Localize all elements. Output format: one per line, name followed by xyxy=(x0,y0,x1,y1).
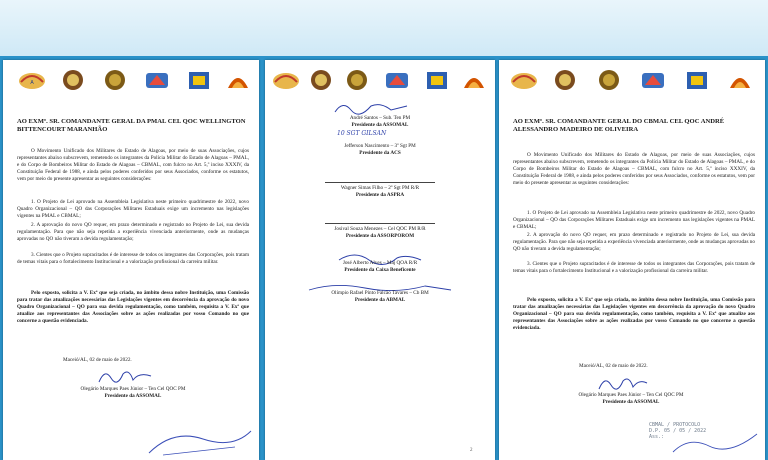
place-date: Maceió/AL, 02 de maio de 2022. xyxy=(579,363,648,369)
stamp-date: D.P. 05 / 05 / 2022 xyxy=(649,428,707,435)
assorporom-logo-icon xyxy=(143,68,171,92)
document-page-3 xyxy=(499,60,765,460)
aspra-logo-icon xyxy=(597,68,621,92)
signer-role: Presidente da ABMAL xyxy=(354,296,406,303)
item-1: 1. O Projeto de Lei aprovado na Assembleia Legislativa neste primeiro quadrimestre de 2022, novo Quadro Organizacional – QO das Corporações Militares Estaduais exige um incremento nas legislações vigentes na PMAL e CBMAL; xyxy=(513,210,755,231)
handwritten-name: 10 SGT GILSAN xyxy=(337,130,387,137)
caixa-beneficente-logo-icon xyxy=(185,68,213,92)
assomal-logo-icon xyxy=(271,68,301,92)
intro-paragraph: O Movimento Unificado dos Militares do Estado de Alagoas, por meio de suas Associações, cujos representantes abaixo subscrevem, remetendo os integrantes da Polícia Militar do Estado de Alagoas – PMAL, e do Corpo de Bombeiros Militar do Estado de Alagoas – CBMAL, com fulcro no Art. 5,º inciso XXXIV, da Constituição Federal de 1988, e ainda pelos poderes conferidos por seus Associados, conforme os estatutos, vem por meio do presente apresentar as seguintes considerações: xyxy=(513,152,755,187)
association-logos xyxy=(265,68,495,94)
page-heading: AO EXMº. SR. COMANDANTE GERAL DA PMAL CEL QOC WELLINGTON BITTENCOURT MARANHÃO xyxy=(17,118,246,133)
item-3: 3. Cientes que o Projeto supracitados é de interesse de todos os integrantes das Corporações, pois tratam de temas vitais para o fortalecimento Institucional e a valorização profissional da carreira militar. xyxy=(513,261,755,275)
intro-paragraph: O Movimento Unificado dos Militares do Estado de Alagoas, por meio de suas Associações, cujos representantes abaixo subscrevem, remetendo os integrantes da Polícia Militar do Estado de Alagoas – PMAL, e do Corpo de Bombeiros Militar do Estado de Alagoas – CBMAL, com fulcro no Art. 5,º inciso XXXIV, da Constituição Federal de 1988, e ainda pelos poderes conferidos por seus Associados, conforme os estatutos, vem por meio do presente apresentar as seguintes considerações: xyxy=(17,148,249,183)
caixa-beneficente-logo-icon xyxy=(683,68,711,92)
signer-block-3 xyxy=(285,185,475,198)
stamp-title: CBMAL / PROTOCOLO xyxy=(649,422,701,428)
signer-block-5 xyxy=(285,260,475,273)
acs-logo-icon xyxy=(61,68,85,92)
signer-name: Jefferson Nascimento – 3º Sgt PM xyxy=(344,143,416,149)
item-1: 1. O Projeto de Lei aprovado na Assembleia Legislativa neste primeiro quadrimestre de 2022, novo Quadro Organizacional – QO das Corporações Militares Estaduais exige um incremento nas legislações vigentes na PMAL e CBMAL; xyxy=(17,199,249,220)
item-2: 2. A aprovação do novo QO requer, em prazo determinado e registrado no Projeto de Lei, sua devida regulamentação. Para que não seja repetida a experiência vivenciada anteriormente, onde as mudanças aprovadas no QO não tiveram a devida regulamentação; xyxy=(17,222,249,243)
aspra-logo-icon xyxy=(345,68,369,92)
signer-block-4 xyxy=(285,226,475,239)
request-paragraph: Pelo exposto, solicita a V. Exª que seja criada, no âmbito dessa nobre Instituição, uma Comissão para tratar das atualizações necessárias das Legislações vigentes em decorrência da aprovação do novo Quadro Organizacional – QO para sua devida regulamentação, como também, requisita a V. Exª que atualize aos representantes das Associações sobre as ações realizadas por vosso Comando no que concerne a questão evidenciada. xyxy=(513,297,755,332)
signer-block-1 xyxy=(285,115,475,128)
signer-role: Presidente da ASSOMAL xyxy=(602,398,660,405)
place-date: Maceió/AL, 02 de maio de 2022. xyxy=(63,357,132,363)
association-logos xyxy=(3,68,259,94)
assomal-logo-icon xyxy=(17,68,47,92)
signer-name: André Santos – Sub. Ten PM xyxy=(349,115,411,121)
document-page-2 xyxy=(265,60,495,460)
signer-role: Presidente da ASSOMAL xyxy=(351,121,409,128)
signer-name: Olímpio Rafael Pinto Falcão Tavares – Cb BM xyxy=(331,290,429,296)
signer-role: Presidente da ASSOMAL xyxy=(104,392,162,399)
signer-role: Presidente da Caixa Beneficente xyxy=(344,266,416,273)
signer-block xyxy=(43,386,223,399)
signer-role: Presidente da ASSORPOROM xyxy=(345,232,415,239)
signer-block-6 xyxy=(285,290,475,303)
item-3: 3. Cientes que o Projeto supracitados é de interesse de todos os integrantes das Corporações, pois tratam de temas vitais para o fortalecimento Institucional e a valorização profissional da carreira militar. xyxy=(17,252,249,266)
request-paragraph: Pelo exposto, solicita a V. Exª que seja criada, no âmbito dessa nobre Instituição, uma Comissão para tratar das atualizações necessárias das Legislações vigentes em decorrência da aprovação do novo Quadro Organizacional – QO para sua devida regulamentação, como também, requisita a V. Exª que atualize aos representantes das Associações sobre as ações realizadas por vosso Comando no que concerne a questão evidenciada. xyxy=(17,290,249,325)
abmal-logo-icon xyxy=(461,68,487,92)
protocol-scribble xyxy=(143,425,255,459)
assorporom-logo-icon xyxy=(383,68,411,92)
abmal-logo-icon xyxy=(225,68,251,92)
signer-block xyxy=(541,392,721,405)
assorporom-logo-icon xyxy=(639,68,667,92)
signer-name: José Alberto Alves – Maj QOA R/R xyxy=(342,260,418,266)
acs-logo-icon xyxy=(553,68,577,92)
abmal-logo-icon xyxy=(727,68,753,92)
signature-line xyxy=(325,223,435,224)
caixa-beneficente-logo-icon xyxy=(423,68,451,92)
item-2: 2. A aprovação do novo QO requer, em prazo determinado e registrado no Projeto de Lei, sua devida regulamentação. Para que não seja repetida a experiência vivenciada anteriormente, onde as mudanças aprovadas no QO não tiveram a devida regulamentação; xyxy=(513,232,755,253)
assomal-logo-icon xyxy=(509,68,539,92)
signer-name: Wagner Simas Filho – 2º Sgt PM R/R xyxy=(340,185,420,191)
signature-line xyxy=(325,182,435,183)
handwritten-signature xyxy=(95,366,155,386)
aspra-logo-icon xyxy=(103,68,127,92)
svg-text:A: A xyxy=(30,80,34,86)
signer-block-2 xyxy=(285,143,475,156)
signer-name: Olegário Marques Paes Júnior – Ten Cel QOC PM xyxy=(578,392,684,398)
signer-role: Presidente da ACS xyxy=(359,149,401,156)
association-logos xyxy=(499,68,765,94)
signer-name: Olegário Marques Paes Júnior – Ten Cel QOC PM xyxy=(80,386,186,392)
page-heading: AO EXMº. SR. COMANDANTE GERAL DO CBMAL CEL QOC ANDRÉ ALESSANDRO MADEIRO DE OLIVEIRA xyxy=(513,118,725,133)
handwritten-signature xyxy=(595,373,651,393)
top-banner xyxy=(0,0,768,56)
acs-logo-icon xyxy=(309,68,333,92)
protocol-handwriting xyxy=(669,428,761,458)
signer-name: Josival Souza Menezes – Cel QOC PM R/R xyxy=(334,226,426,232)
stamp-signature: Ass.: xyxy=(649,434,665,441)
signer-role: Presidente da ASPRA xyxy=(355,191,405,198)
page-number: 2 xyxy=(470,448,473,453)
document-page-1 xyxy=(3,60,259,460)
